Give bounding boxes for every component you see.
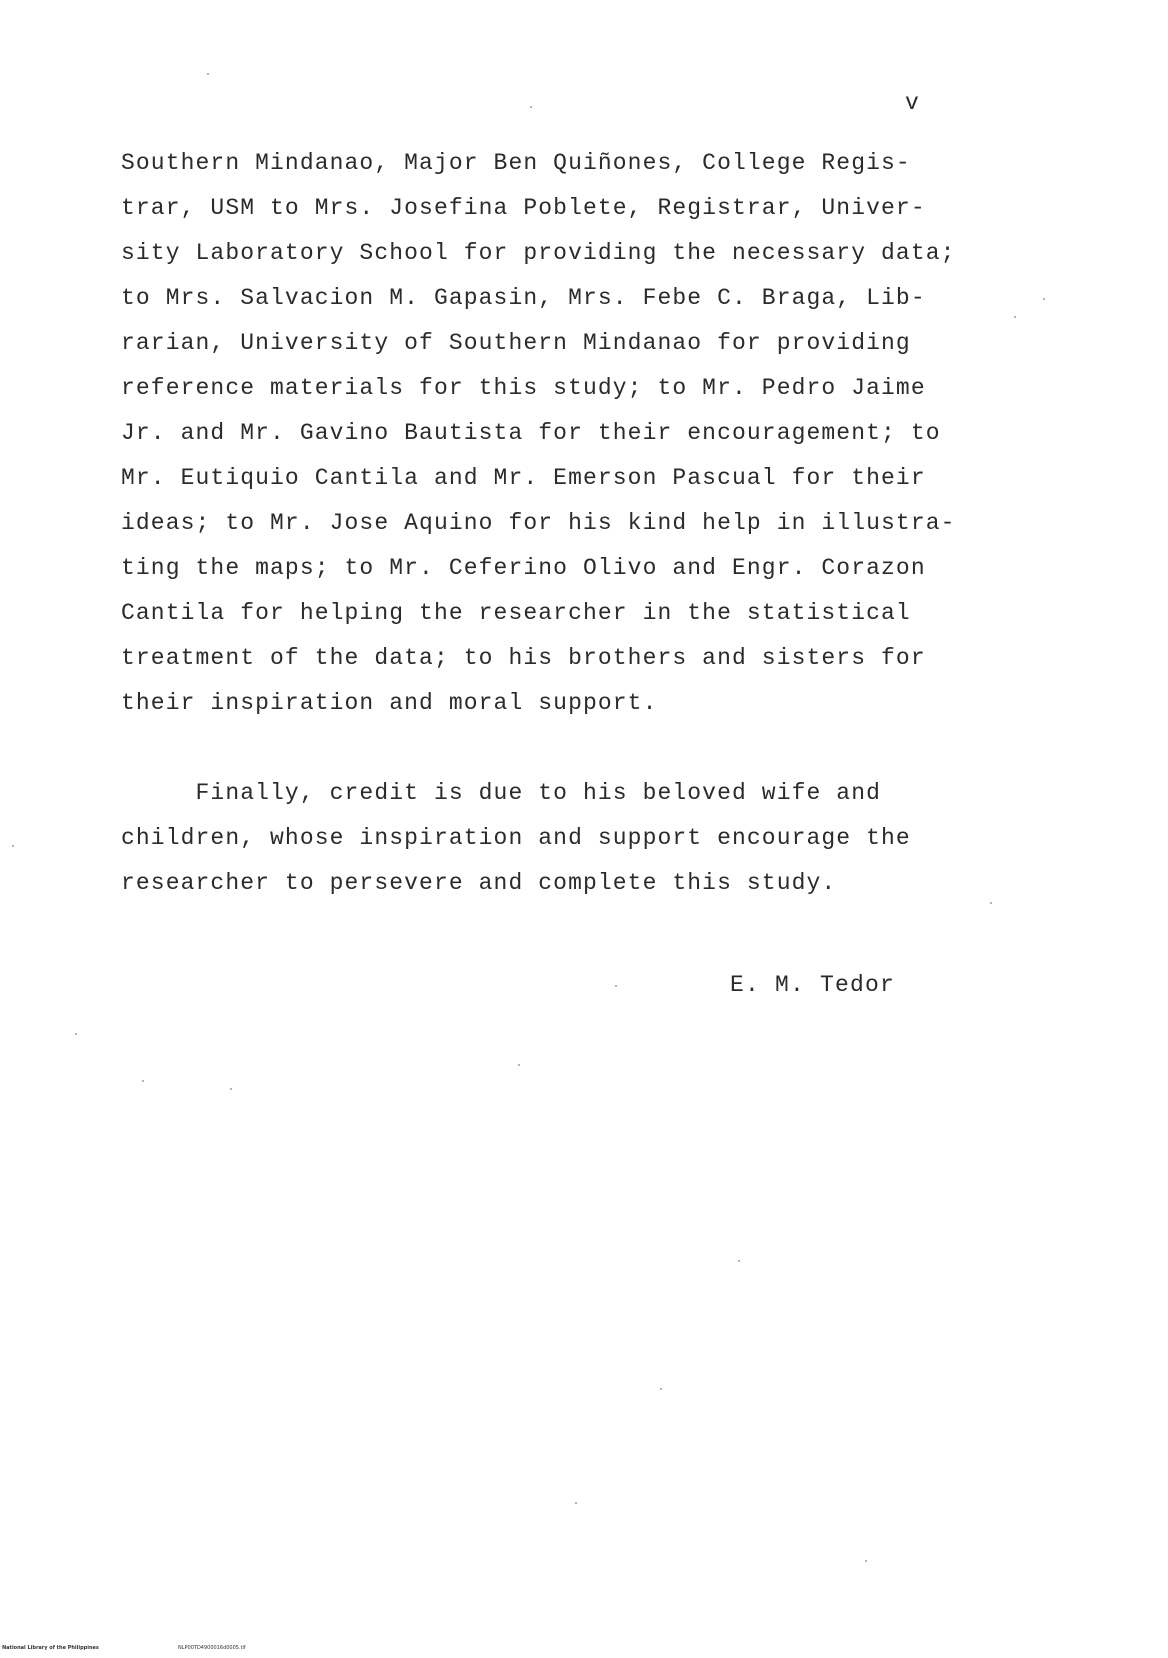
body-line: Jr. and Mr. Gavino Bautista for their encouragement; to — [121, 420, 941, 446]
page-number: v — [905, 90, 920, 116]
scan-speck — [1043, 298, 1045, 300]
scan-speck — [615, 985, 617, 987]
scan-speck — [738, 1260, 740, 1262]
scan-speck — [990, 902, 992, 904]
scan-speck — [142, 1080, 144, 1082]
body-line: trar, USM to Mrs. Josefina Poblete, Registrar, Univer- — [121, 195, 926, 221]
signature: E. M. Tedor — [730, 972, 896, 998]
body-line: to Mrs. Salvacion M. Gapasin, Mrs. Febe C. Braga, Lib- — [121, 285, 926, 311]
footer-file-id: NLP00TD4900016d0005.tif — [178, 1645, 246, 1651]
scan-speck — [518, 1064, 520, 1066]
body-line: children, whose inspiration and support encourage the — [121, 825, 911, 851]
body-line: Finally, credit is due to his beloved wife and — [121, 780, 882, 806]
body-line: sity Laboratory School for providing the necessary data; — [121, 240, 956, 266]
footer-library-label: National Library of the Philippines — [2, 1645, 99, 1651]
scan-speck — [660, 1388, 662, 1390]
scan-speck — [575, 1502, 577, 1504]
body-line: Southern Mindanao, Major Ben Quiñones, College Regis- — [121, 150, 911, 176]
scan-speck — [207, 73, 209, 75]
body-line: reference materials for this study; to Mr. Pedro Jaime — [121, 375, 926, 401]
scan-speck — [1014, 316, 1016, 318]
body-line: Mr. Eutiquio Cantila and Mr. Emerson Pascual for their — [121, 465, 926, 491]
body-line: rarian, University of Southern Mindanao for providing — [121, 330, 911, 356]
scan-speck — [230, 1088, 232, 1090]
scan-speck — [75, 1033, 77, 1035]
scan-speck — [12, 845, 14, 847]
body-line: researcher to persevere and complete this study. — [121, 870, 837, 896]
scan-speck — [865, 1560, 867, 1562]
body-line: their inspiration and moral support. — [121, 690, 658, 716]
body-line: treatment of the data; to his brothers and sisters for — [121, 645, 926, 671]
body-line: ideas; to Mr. Jose Aquino for his kind help in illustra- — [121, 510, 956, 536]
scan-speck — [530, 106, 532, 108]
body-line: ting the maps; to Mr. Ceferino Olivo and Engr. Corazon — [121, 555, 926, 581]
body-line: Cantila for helping the researcher in the statistical — [121, 600, 911, 626]
